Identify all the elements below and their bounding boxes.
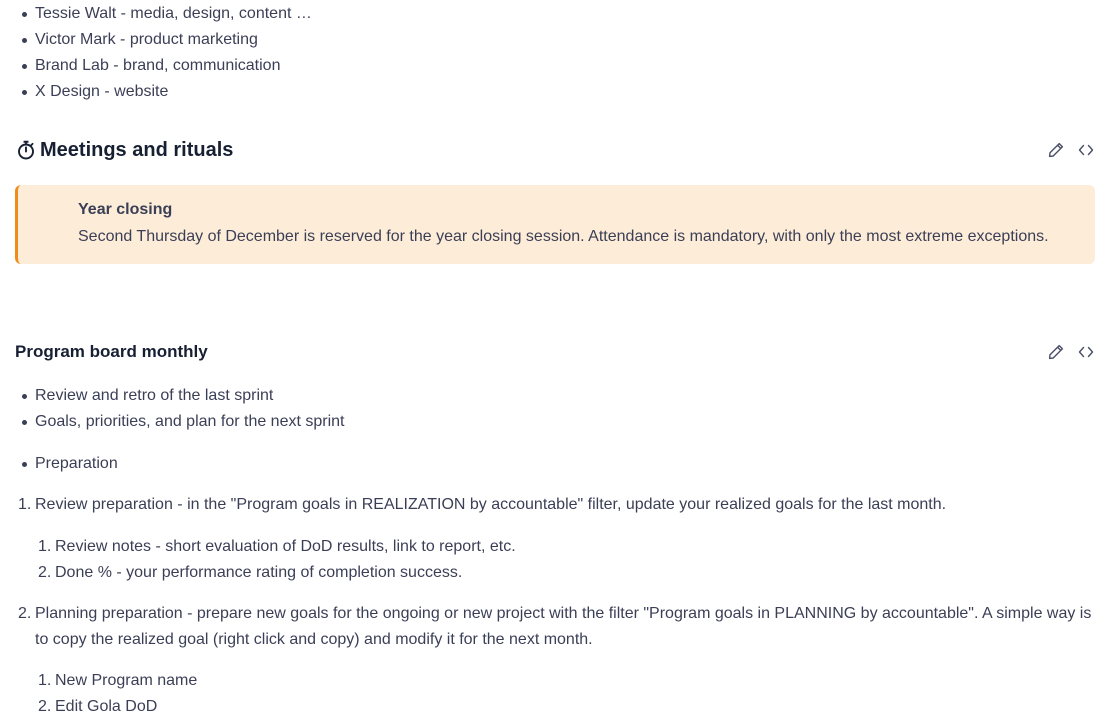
list-item: X Design - website [0, 79, 600, 105]
heading-tools [1047, 343, 1095, 361]
stopwatch-icon [16, 140, 36, 160]
section-title: Program board monthly [15, 342, 208, 361]
edit-pencil-icon[interactable] [1047, 343, 1065, 361]
step-text-line-2: to copy the realized goal (right click and copy) and modify it for the next month. [35, 631, 593, 648]
substep-text: New Program name [55, 672, 198, 689]
list-item: Review and retro of the last sprint [0, 383, 800, 409]
substep-text: Review notes - short evaluation of DoD results, link to report, etc. [55, 538, 516, 555]
substep-number: 2. [38, 564, 52, 581]
step-text-line-1: Planning preparation - prepare new goals for the ongoing or new project with the filter "Program goals in PLANNING by accountable". A simple way is [35, 605, 1092, 622]
substep-number: 2. [38, 698, 52, 715]
heading-tools [1047, 141, 1095, 159]
numbered-substep [38, 560, 1038, 586]
edit-pencil-icon[interactable] [1047, 141, 1065, 159]
callout-text: Second Thursday of December is reserved for the year closing session. Attendance is mandatory, with only the most extreme exceptions. [78, 228, 1049, 245]
callout-title: Year closing [78, 201, 173, 218]
numbered-step [18, 492, 1108, 518]
numbered-substep [38, 694, 1038, 720]
program-board-bullets [0, 383, 800, 435]
step-text: Review preparation - in the "Program goals in REALIZATION by accountable" filter, update your realized goals for the last month. [35, 496, 947, 513]
section-title: Meetings and rituals [40, 138, 234, 161]
numbered-substep [38, 534, 1038, 560]
list-item: Victor Mark - product marketing [0, 27, 600, 53]
code-view-icon[interactable] [1077, 141, 1095, 159]
preparation-bullet [0, 451, 400, 477]
list-item: Preparation [0, 451, 400, 477]
code-view-icon[interactable] [1077, 343, 1095, 361]
section-heading [15, 139, 233, 162]
list-item: Goals, priorities, and plan for the next sprint [0, 409, 800, 435]
substep-number: 1. [38, 538, 52, 555]
program-board-heading-row [15, 339, 1095, 365]
list-item: Tessie Walt - media, design, content … [0, 1, 600, 27]
step-number: 2. [18, 605, 32, 622]
substep-text: Edit Gola DoD [55, 698, 158, 715]
list-item: Brand Lab - brand, communication [0, 53, 600, 79]
team-list [0, 1, 600, 105]
step-number: 1. [18, 496, 32, 513]
substep-text: Done % - your performance rating of completion success. [55, 564, 463, 581]
numbered-step [18, 601, 1113, 653]
numbered-substep [38, 668, 1038, 694]
substep-number: 1. [38, 672, 52, 689]
year-closing-callout [15, 185, 1095, 264]
meetings-heading-row [15, 137, 1095, 163]
